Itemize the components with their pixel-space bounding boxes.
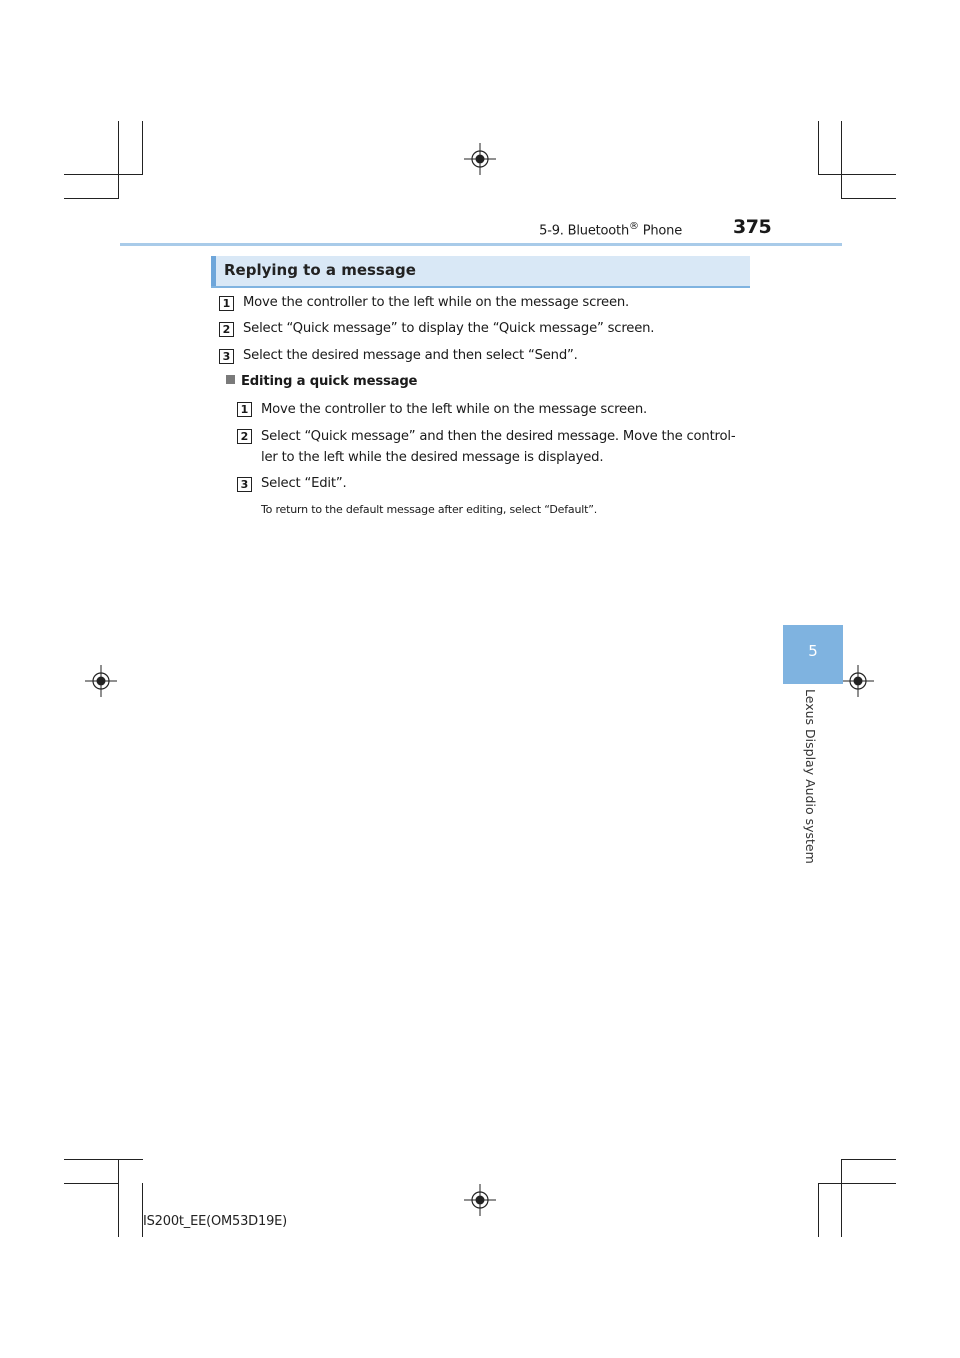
step-text: Select “Edit”. [261,476,347,491]
note-text: To return to the default message after editing, select “Default”. [261,503,597,516]
step-text: Move the controller to the left while on the message screen. [243,295,630,310]
registration-target-icon [464,143,496,175]
page-number: 375 [733,216,772,238]
running-header [420,221,682,238]
header-section-label: 5-9. Bluetooth [539,223,629,239]
section-heading-bar [211,256,750,288]
step-text: Select “Quick message” to display the “Quick message” screen. [243,321,655,336]
step-number-badge: 3 [237,477,252,492]
chapter-number: 5 [808,642,818,660]
step-text: Move the controller to the left while on the message screen. [261,402,648,417]
chapter-title: Lexus Display Audio system [803,689,818,864]
step-text-continued: ler to the left while the desired message is displayed. [261,450,604,465]
step-text: Select “Quick message” and then the desired message. Move the control- [261,429,736,444]
step-number-badge: 3 [219,349,234,364]
section-title: Replying to a message [224,261,416,279]
registration-target-icon [85,665,117,697]
step-number-badge: 1 [219,296,234,311]
step-number-badge: 2 [237,429,252,444]
subsection-title: Editing a quick message [241,374,418,389]
document-code: IS200t_EE(OM53D19E) [143,1214,288,1229]
section-accent [211,256,216,286]
step-number-badge: 2 [219,322,234,337]
registration-target-icon [842,665,874,697]
square-bullet-icon [226,375,235,384]
subsection-heading [226,374,417,389]
chapter-tab [783,625,843,684]
chapter-side-title [803,689,823,869]
registration-target-icon [464,1184,496,1216]
header-divider [120,243,842,246]
header-section-tail: Phone [638,223,682,239]
registered-mark: ® [628,221,639,232]
step-number-badge: 1 [237,402,252,417]
step-text: Select the desired message and then select “Send”. [243,348,578,363]
